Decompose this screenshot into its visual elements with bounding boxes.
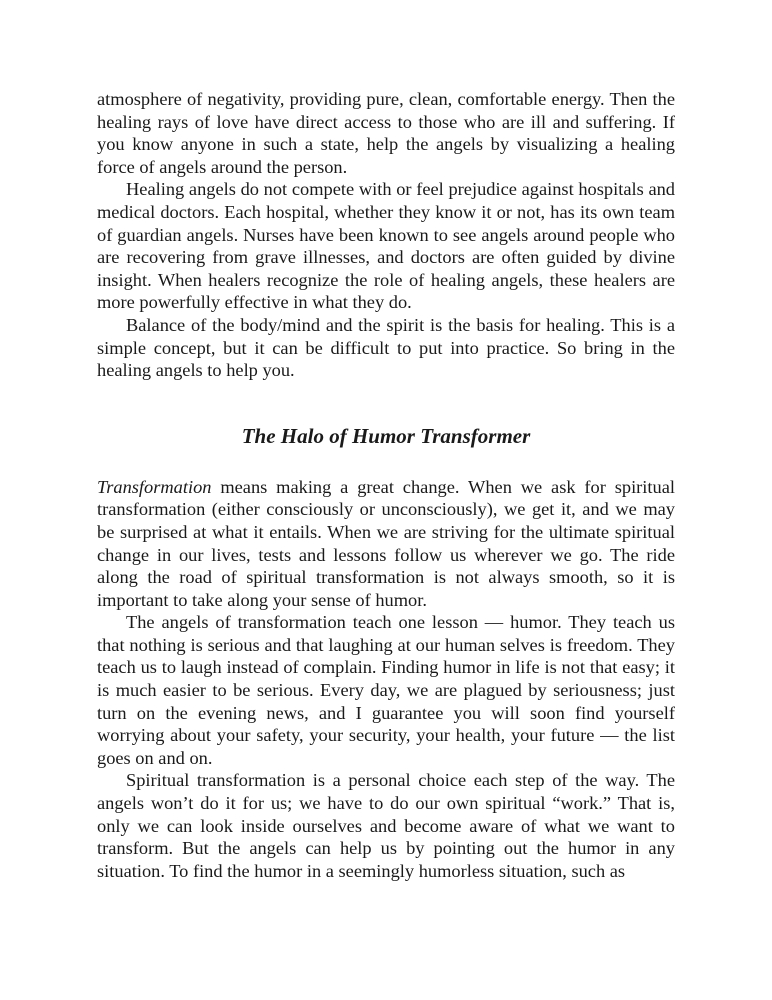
body-paragraph: The angels of transformation teach one lesson — humor. They teach us that nothing is serious and that laughing at our human selves is freedom. They teach us to laugh instead of complain. Finding humor in life is not that easy; it is much easier to be serious. Every day, we are plagued by seriousness; just turn on the evening news, and I guarantee you will soon find yourself worrying about your safety, your security, your health, your future — the list goes on and on. xyxy=(97,612,675,768)
section-heading-container xyxy=(97,382,675,476)
section-body xyxy=(97,476,675,883)
section-heading: The Halo of Humor Transformer xyxy=(241,423,531,448)
body-paragraph: Balance of the body/mind and the spirit is the basis for healing. This is a simple concept, but it can be difficult to put into practice. So bring in the healing angels to help you. xyxy=(97,314,675,381)
body-paragraph: Healing angels do not compete with or feel prejudice against hospitals and medical doctors. Each hospital, whether they know it or not, has its own team of guardian angels. Nurses have been known to see angels around people who are recovering from grave illnesses, and doctors are often guided by divine insight. When healers recognize the role of healing angels, these healers are more powerfully effective in what they do. xyxy=(97,179,675,313)
continued-paragraph: atmosphere of negativity, providing pure, clean, comfortable energy. Then the healing rays of love have direct access to those who are ill and suffering. If you know anyone in such a state, help the angels by visualizing a healing force of angels around the person. xyxy=(97,89,675,177)
lead-paragraph-text: means making a great change. When we ask for spiritual transformation (either consciously or unconsciously), we get it, and we may be surprised at what it entails. When we are striving for the ultimate spiritual change in our lives, tests and lessons follow us wherever we go. The ride along the road of spiritual transformation is not always smooth, so it is important to take along your sense of humor. xyxy=(97,476,675,610)
top-section xyxy=(97,88,675,382)
book-page xyxy=(97,88,675,882)
body-paragraph: Spiritual transformation is a personal choice each step of the way. The angels won’t do it for us; we have to do our own spiritual “work.” That is, only we can look inside ourselves and become aware of what we want to transform. But the angels can help us by pointing out the humor in any situation. To find the humor in a seemingly humorless situation, such as xyxy=(97,770,675,881)
lead-paragraph xyxy=(97,476,675,612)
lead-term: Transformation xyxy=(97,476,212,497)
